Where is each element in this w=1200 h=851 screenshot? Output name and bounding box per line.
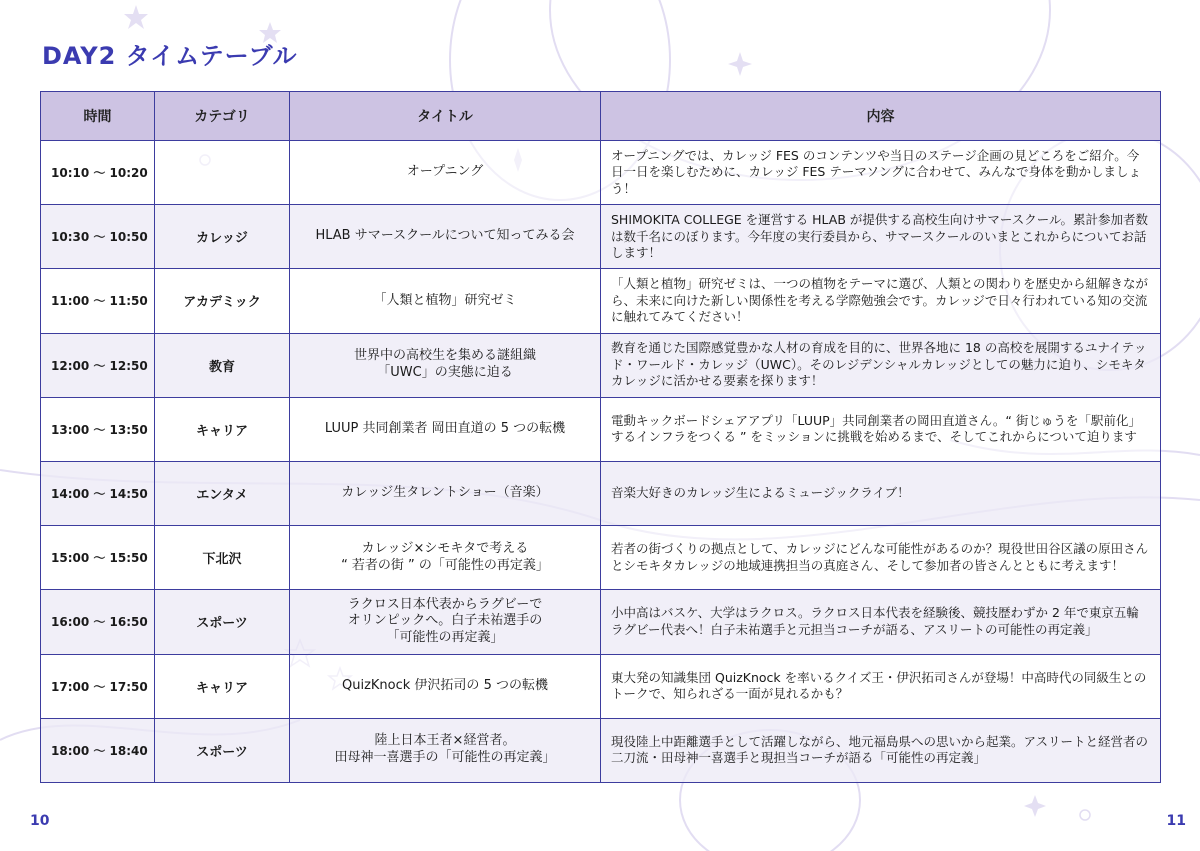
row-category: キャリア xyxy=(155,397,290,461)
row-time: 17:00 ～ 17:50 xyxy=(41,654,155,718)
table-row xyxy=(41,205,1161,269)
row-title: カレッジ生タレントショー（音楽） xyxy=(290,461,601,525)
row-time: 18:00 ～ 18:40 xyxy=(41,718,155,782)
row-category: アカデミック xyxy=(155,269,290,333)
table-row xyxy=(41,461,1161,525)
row-title: LUUP 共同創業者 岡田直道の 5 つの転機 xyxy=(290,397,601,461)
row-title: ラクロス日本代表からラグビーで オリンピックへ。白子未祐選手の 「可能性の再定義」 xyxy=(290,590,601,654)
row-content: 小中高はバスケ、大学はラクロス。ラクロス日本代表を経験後、競技歴わずか 2 年で東京五輪ラグビー代表へ！白子未祐選手と元担当コーチが語る、アスリートの可能性の再定義」 xyxy=(601,590,1161,654)
table-row xyxy=(41,590,1161,654)
page-title: DAY2 タイムテーブル xyxy=(42,42,298,70)
row-title: 世界中の高校生を集める謎組織 「UWC」の実態に迫る xyxy=(290,333,601,397)
row-content: 現役陸上中距離選手として活躍しながら、地元福島県への思いから起業。アスリートと経営者の二刀流・田母神一喜選手と現担当コーチが語る「可能性の再定義」 xyxy=(601,718,1161,782)
table-row xyxy=(41,269,1161,333)
table-header-row xyxy=(41,92,1161,141)
row-content: 「人類と植物」研究ゼミは、一つの植物をテーマに選び、人類との関わりを歴史から紐解きながら、未来に向けた新しい関係性を考える学際勉強会です。カレッジで日々行われている知の交流に触れてみてください！ xyxy=(601,269,1161,333)
table-row xyxy=(41,526,1161,590)
row-content: 音楽大好きのカレッジ生によるミュージックライブ！ xyxy=(601,461,1161,525)
timetable xyxy=(40,91,1161,783)
row-content: 電動キックボードシェアアプリ「LUUP」共同創業者の岡田直道さん。“ 街じゅうを「駅前化」するインフラをつくる ” をミッションに挑戦を始めるまで、そしてこれからについて迫ります xyxy=(601,397,1161,461)
row-content: 若者の街づくりの拠点として、カレッジにどんな可能性があるのか？現役世田谷区議の原田さんとシモキタカレッジの地域連携担当の真庭さん、そして参加者の皆さんとともに考えます！ xyxy=(601,526,1161,590)
row-content: オープニングでは、カレッジ FES のコンテンツや当日のステージ企画の見どころをご紹介。今日一日を楽しむために、カレッジ FES テーマソングに合わせて、みんなで身体を動かしましょう！ xyxy=(601,141,1161,205)
row-time: 14:00 ～ 14:50 xyxy=(41,461,155,525)
row-time: 16:00 ～ 16:50 xyxy=(41,590,155,654)
table-row xyxy=(41,397,1161,461)
header-category: カテゴリ xyxy=(155,92,290,141)
row-content: 東大発の知識集団 QuizKnock を率いるクイズ王・伊沢拓司さんが登場！中高時代の同級生とのトークで、知られざる一面が見れるかも？ xyxy=(601,654,1161,718)
row-time: 10:30 ～ 10:50 xyxy=(41,205,155,269)
row-category: エンタメ xyxy=(155,461,290,525)
row-time: 12:00 ～ 12:50 xyxy=(41,333,155,397)
row-time: 10:10 ～ 10:20 xyxy=(41,141,155,205)
row-category xyxy=(155,141,290,205)
row-category: カレッジ xyxy=(155,205,290,269)
row-category: 下北沢 xyxy=(155,526,290,590)
row-title: 「人類と植物」研究ゼミ xyxy=(290,269,601,333)
table-row xyxy=(41,654,1161,718)
page-number-left: 10 xyxy=(30,813,50,829)
row-title: カレッジ×シモキタで考える “ 若者の街 ” の「可能性の再定義」 xyxy=(290,526,601,590)
header-title: タイトル xyxy=(290,92,601,141)
row-title: 陸上日本王者×経営者。 田母神一喜選手の「可能性の再定義」 xyxy=(290,718,601,782)
header-content: 内容 xyxy=(601,92,1161,141)
row-time: 11:00 ～ 11:50 xyxy=(41,269,155,333)
row-category: キャリア xyxy=(155,654,290,718)
row-time: 15:00 ～ 15:50 xyxy=(41,526,155,590)
row-title: オープニング xyxy=(290,141,601,205)
row-time: 13:00 ～ 13:50 xyxy=(41,397,155,461)
row-category: 教育 xyxy=(155,333,290,397)
table-row xyxy=(41,141,1161,205)
page-number-right: 11 xyxy=(1166,813,1186,829)
table-row xyxy=(41,333,1161,397)
row-content: SHIMOKITA COLLEGE を運営する HLAB が提供する高校生向けサマースクール。累計参加者数は数千名にのぼります。今年度の実行委員から、サマースクールのいまとこれからについてお話します！ xyxy=(601,205,1161,269)
header-time: 時間 xyxy=(41,92,155,141)
row-title: QuizKnock 伊沢拓司の 5 つの転機 xyxy=(290,654,601,718)
row-category: スポーツ xyxy=(155,718,290,782)
row-content: 教育を通じた国際感覚豊かな人材の育成を目的に、世界各地に 18 の高校を展開するユナイテッド・ワールド・カレッジ（UWC）。そのレジデンシャルカレッジとしての魅力に迫り、シモキタカレッジに活かせる要素を探ります！ xyxy=(601,333,1161,397)
row-title: HLAB サマースクールについて知ってみる会 xyxy=(290,205,601,269)
row-category: スポーツ xyxy=(155,590,290,654)
table-row xyxy=(41,718,1161,782)
